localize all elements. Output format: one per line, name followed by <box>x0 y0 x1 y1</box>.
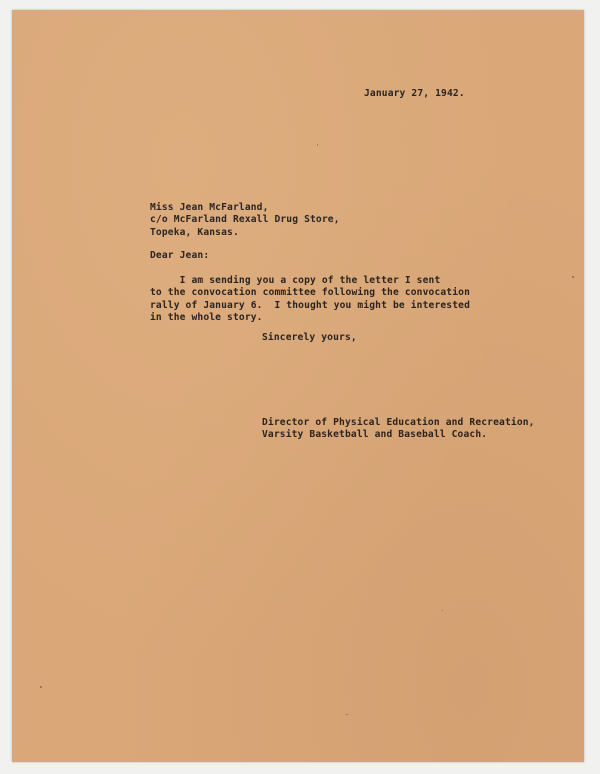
paper-speck <box>317 144 318 146</box>
recipient-line: Topeka, Kansas. <box>150 226 239 238</box>
paper-speck <box>442 610 443 611</box>
paper-speck <box>346 714 348 715</box>
body-line: to the convocation committee following the convocation <box>150 287 470 299</box>
salutation: Dear Jean: <box>150 250 210 261</box>
body-line: rally of January 6. I thought you might be interested <box>150 299 470 311</box>
closing: Sincerely yours, <box>262 332 357 343</box>
letter-date: January 27, 1942. <box>364 88 465 99</box>
signature-block <box>262 417 535 442</box>
letter-sheet <box>12 10 584 762</box>
recipient-address <box>150 202 340 239</box>
signature-line: Director of Physical Education and Recreation, <box>262 417 535 428</box>
letter-body <box>150 275 470 325</box>
paper-speck <box>40 686 42 688</box>
signature-line: Varsity Basketball and Baseball Coach. <box>262 429 488 441</box>
body-line: I am sending you a copy of the letter I sent <box>150 275 441 286</box>
recipient-line: c/o McFarland Rexall Drug Store, <box>150 214 340 226</box>
body-line: in the whole story. <box>150 312 263 324</box>
paper-speck <box>572 276 574 278</box>
recipient-line: Miss Jean McFarland, <box>150 202 269 213</box>
